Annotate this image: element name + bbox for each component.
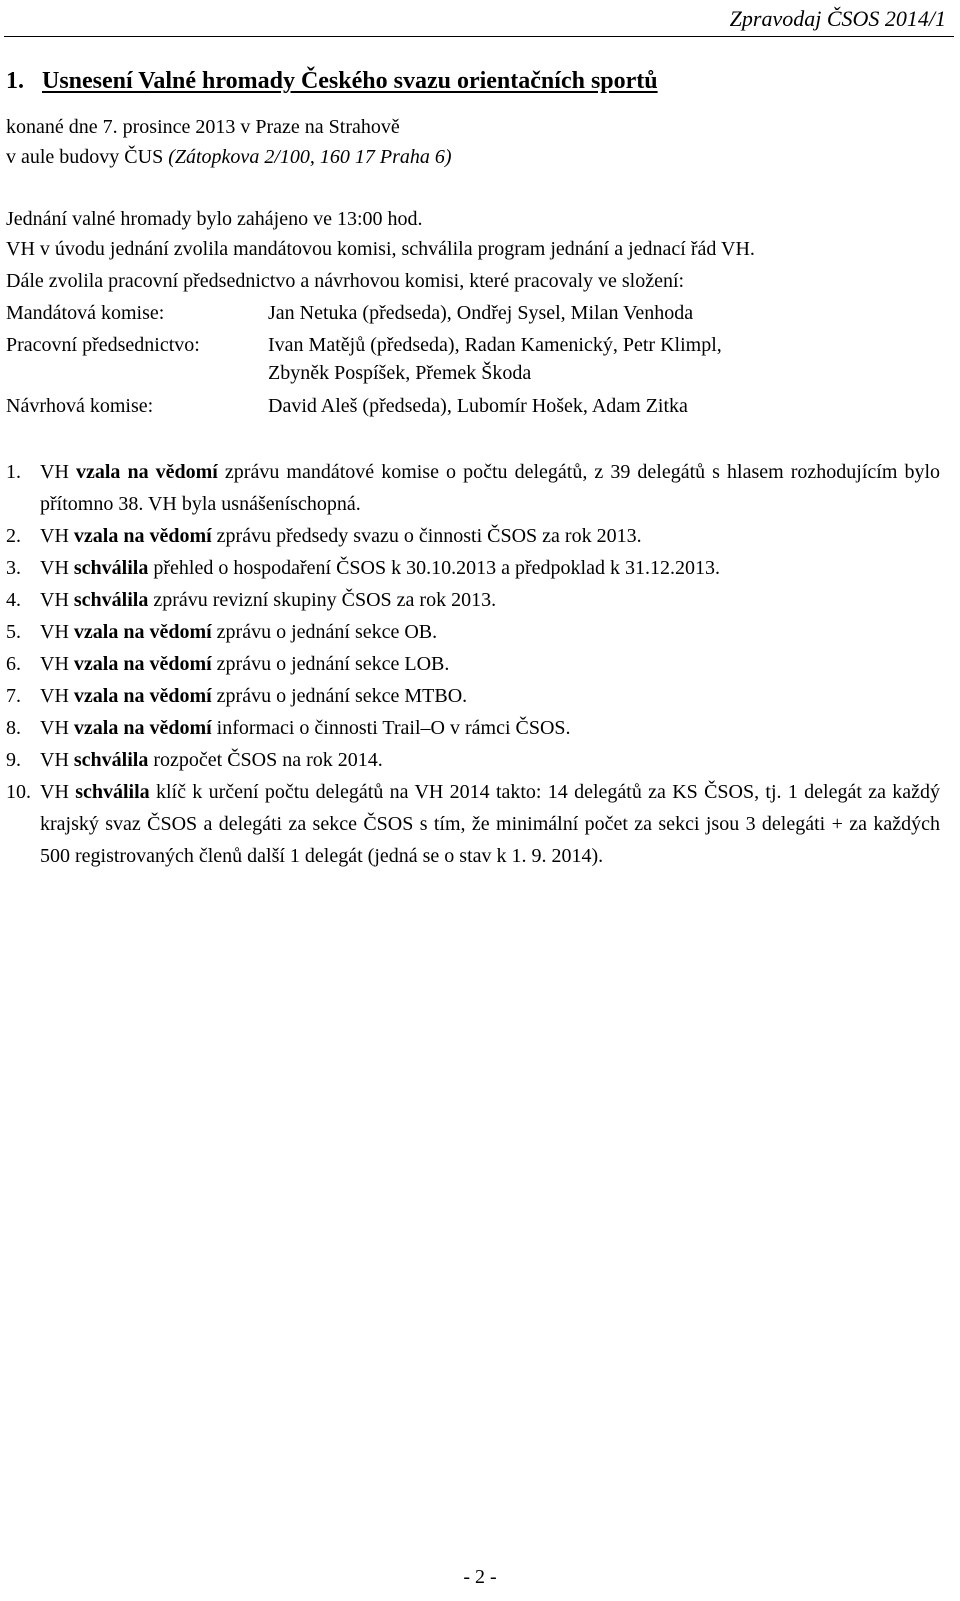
- resolution-item: [6, 584, 940, 616]
- intro-line-1: Jednání valné hromady bylo zahájeno ve 13:00 hod.: [6, 208, 423, 230]
- header-divider: [4, 36, 954, 37]
- resolution-number: 10.: [6, 781, 31, 803]
- intro-line-2: VH v úvodu jednání zvolila mandátovou komisi, schválila program jednání a jednací řád VH.: [6, 238, 755, 260]
- resolution-item: [6, 776, 940, 872]
- committee-members-presidium-2: Zbyněk Pospíšek, Přemek Škoda: [268, 362, 532, 384]
- resolution-item: [6, 712, 940, 744]
- resolution-item: [6, 648, 940, 680]
- venue-detail: (Zátopkova 2/100, 160 17 Praha 6): [168, 146, 452, 168]
- resolution-verb: schválila: [73, 557, 149, 579]
- resolution-verb: schválila: [73, 749, 149, 771]
- section-heading: [6, 68, 658, 95]
- resolution-number: 6.: [6, 653, 21, 675]
- resolution-number: 1.: [6, 461, 21, 483]
- publication-title: Zpravodaj ČSOS 2014/1: [729, 6, 946, 31]
- resolution-number: 3.: [6, 557, 21, 579]
- resolution-text: VH schválila rozpočet ČSOS na rok 2014.: [40, 749, 383, 771]
- resolution-number: 7.: [6, 685, 21, 707]
- resolution-verb: vzala na vědomí: [73, 685, 212, 707]
- resolution-item: [6, 552, 940, 584]
- resolution-item: [6, 616, 940, 648]
- resolution-item: [6, 744, 940, 776]
- venue-prefix: v aule budovy ČUS: [6, 146, 169, 168]
- resolution-verb: vzala na vědomí: [73, 525, 212, 547]
- resolution-text: VH vzala na vědomí zprávu o jednání sekce LOB.: [40, 653, 450, 675]
- resolution-item: [6, 456, 940, 520]
- resolution-text: VH vzala na vědomí zprávu mandátové komise o počtu delegátů, z 39 delegátů s hlasem rozhodujícím bylo přítomno 38. VH byla usnášeníschopná.: [40, 461, 940, 515]
- committee-label-proposal: Návrhová komise:: [6, 395, 154, 417]
- resolution-number: 8.: [6, 717, 21, 739]
- resolution-verb: vzala na vědomí: [73, 653, 212, 675]
- resolution-number: 5.: [6, 621, 21, 643]
- resolution-text: VH vzala na vědomí zprávu o jednání sekce MTBO.: [40, 685, 468, 707]
- resolution-item: [6, 680, 940, 712]
- intro-line-3: Dále zvolila pracovní předsednictvo a návrhovou komisi, které pracovaly ve složení:: [6, 270, 685, 292]
- resolution-verb: schválila: [73, 589, 149, 611]
- page-number: - 2 -: [463, 1566, 497, 1588]
- resolution-verb: vzala na vědomí: [73, 621, 212, 643]
- committee-label-mandate: Mandátová komise:: [6, 302, 165, 324]
- heading-text: Usnesení Valné hromady Českého svazu orientačních sportů: [42, 68, 658, 94]
- committee-members-proposal: David Aleš (předseda), Lubomír Hošek, Adam Zitka: [268, 395, 688, 417]
- resolution-text: VH vzala na vědomí zprávu předsedy svazu o činnosti ČSOS za rok 2013.: [40, 525, 642, 547]
- resolution-number: 2.: [6, 525, 21, 547]
- resolution-number: 4.: [6, 589, 21, 611]
- resolution-verb: schválila: [75, 781, 150, 803]
- committee-members-presidium-1: Ivan Matějů (předseda), Radan Kamenický, Petr Klimpl,: [268, 334, 722, 356]
- resolution-verb: vzala na vědomí: [75, 461, 218, 483]
- resolution-text: VH vzala na vědomí informaci o činnosti Trail–O v rámci ČSOS.: [40, 717, 571, 739]
- resolution-text: VH vzala na vědomí zprávu o jednání sekce OB.: [40, 621, 438, 643]
- committee-label-presidium: Pracovní předsednictvo:: [6, 334, 200, 356]
- resolution-number: 9.: [6, 749, 21, 771]
- resolution-text: VH schválila klíč k určení počtu delegátů na VH 2014 takto: 14 delegátů za KS ČSOS, tj. 1 delegát za každý krajský svaz ČSOS a delegáti za sekce ČSOS s tím, že minimální počet za sekci jsou 3 delegáti + za každých 500 registrovaných členů další 1 delegát (jedná se o stav k 1. 9. 2014).: [40, 781, 941, 867]
- resolution-list: [6, 456, 940, 872]
- heading-number: 1.: [6, 68, 24, 94]
- resolution-text: VH schválila přehled o hospodaření ČSOS k 30.10.2013 a předpoklad k 31.12.2013.: [40, 557, 720, 579]
- resolution-verb: vzala na vědomí: [73, 717, 212, 739]
- committee-members-mandate: Jan Netuka (předseda), Ondřej Sysel, Milan Venhoda: [268, 302, 694, 324]
- meeting-venue: [6, 146, 452, 169]
- meeting-date: konané dne 7. prosince 2013 v Praze na Strahově: [6, 116, 400, 138]
- resolution-item: [6, 520, 940, 552]
- resolution-text: VH schválila zprávu revizní skupiny ČSOS za rok 2013.: [40, 589, 497, 611]
